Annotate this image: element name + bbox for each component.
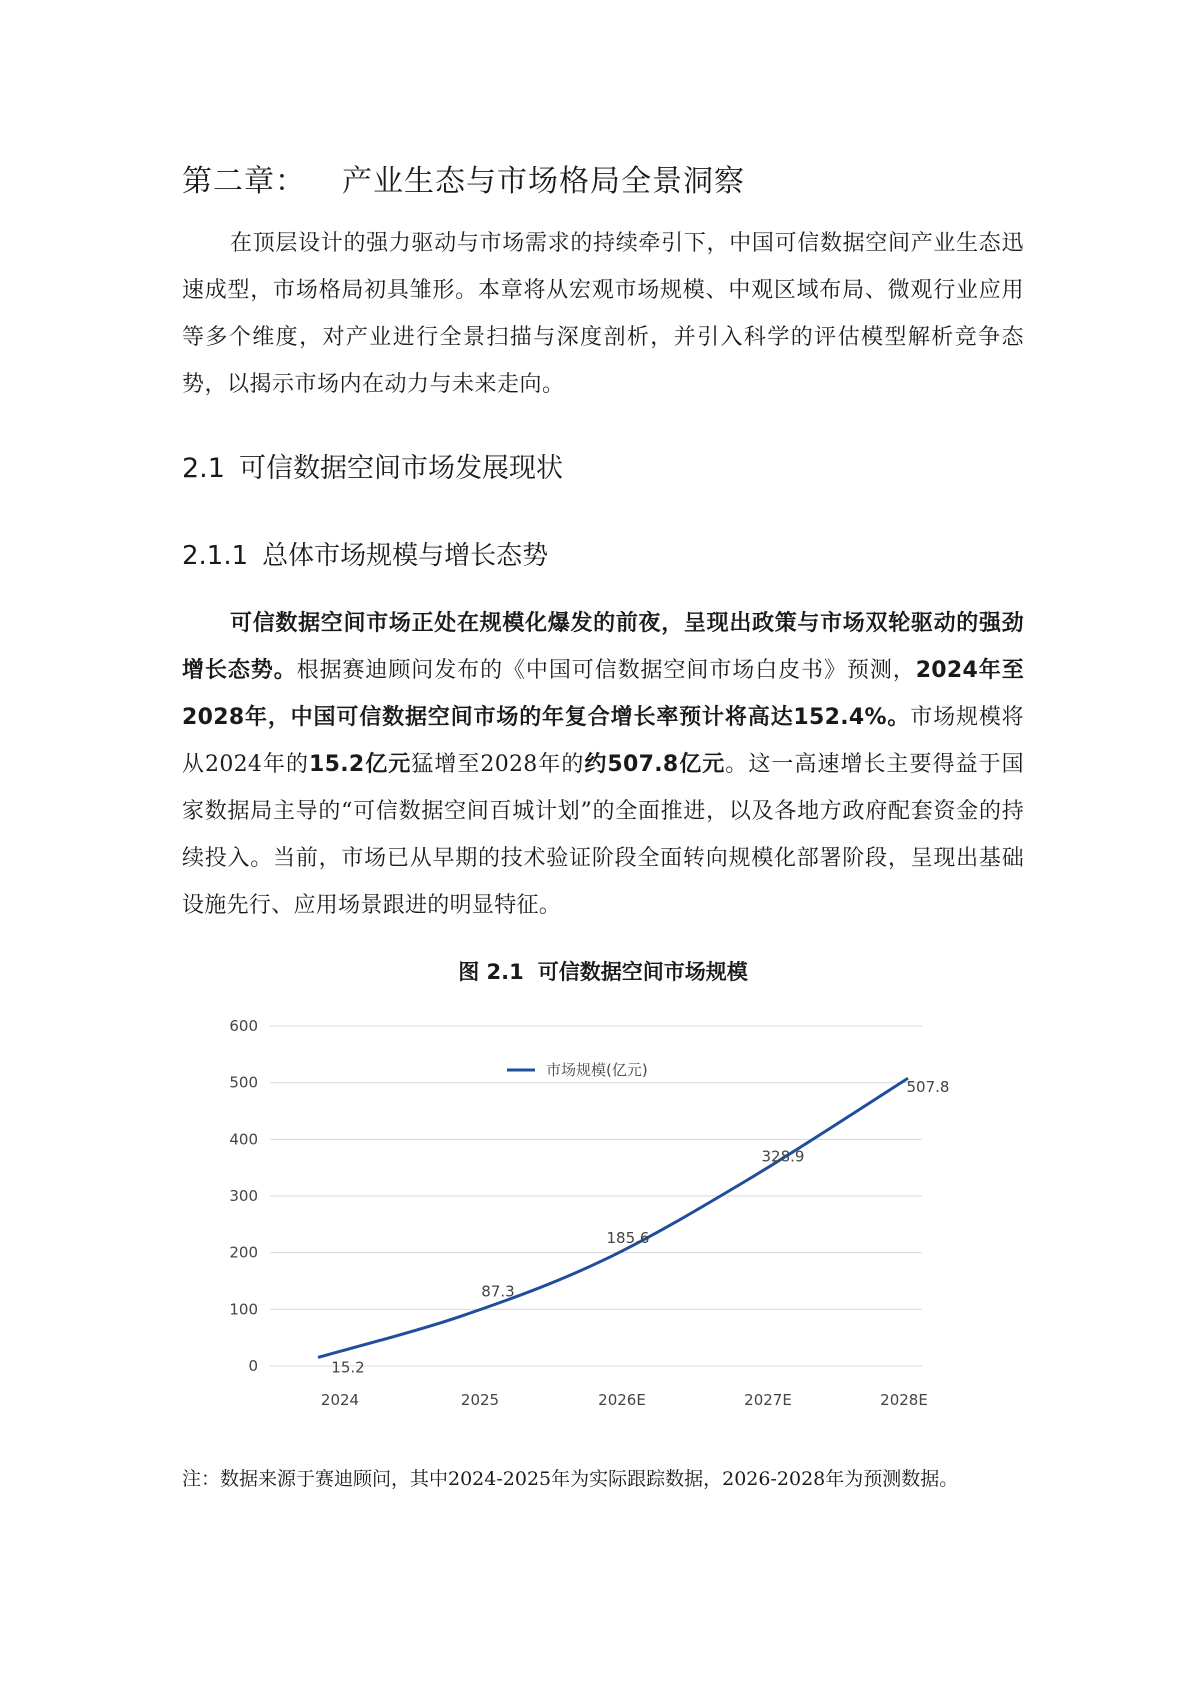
y-tick-label: 200 <box>229 1243 258 1262</box>
section-number: 2.1 <box>182 453 225 484</box>
y-tick-label: 600 <box>229 1017 258 1035</box>
y-tick-label: 500 <box>229 1073 258 1092</box>
scale-text-1: 市场规模将从2024年的 <box>182 705 1024 777</box>
x-tick-label: 2027E <box>744 1391 792 1409</box>
chapter-title <box>182 156 745 200</box>
subsection-number: 2.1.1 <box>182 541 249 571</box>
data-source-note: 注：数据来源于赛迪顾问，其中2024-2025年为实际跟踪数据，2026-2028年为预测数据。 <box>182 1468 959 1490</box>
chart-svg <box>182 1000 1024 1420</box>
subsection-heading <box>182 535 548 572</box>
data-label: 185.6 <box>606 1228 650 1247</box>
subsection-title: 总体市场规模与增长态势 <box>262 541 549 571</box>
section-heading <box>182 446 563 485</box>
lead-sentence: 可信数据空间市场正处在规模化爆发的前夜，呈现出政策与市场双轮驱动的强劲增长态势。 <box>182 611 1024 683</box>
figure-caption <box>182 956 1024 986</box>
x-tick-label: 2025 <box>460 1391 500 1409</box>
drivers-text: 。这一高速增长主要得益于国家数据局主导的“可信数据空间百城计划”的全面推进，以及各地方政府配套资金的持续投入。当前，市场已从早期的技术验证阶段全面转向规模化部署阶段，呈现出基础设施先行、应用场景跟进的明显特征。 <box>182 752 1024 918</box>
series-line <box>318 1078 908 1357</box>
y-tick-label: 400 <box>229 1130 258 1149</box>
x-tick-label: 2028E <box>880 1391 928 1409</box>
scale-2024-value: 15.2亿元 <box>309 752 412 777</box>
y-tick-label: 0 <box>248 1357 258 1375</box>
scale-text-2: 猛增至2028年的 <box>411 752 585 777</box>
cagr-sentence: 2024年至2028年，中国可信数据空间市场的年复合增长率预计将高达152.4%。 <box>182 658 1024 730</box>
data-label: 328.9 <box>761 1147 805 1166</box>
scale-2028-value: 约507.8亿元 <box>584 752 726 777</box>
chapter-label: 第二章： <box>182 164 306 199</box>
data-label: 507.8 <box>906 1078 950 1097</box>
y-tick-label: 100 <box>229 1300 258 1319</box>
figure-title: 可信数据空间市场规模 <box>537 960 748 984</box>
legend-label: 市场规模(亿元) <box>546 1061 648 1079</box>
data-label: 15.2 <box>331 1358 365 1377</box>
figure-number: 图 2.1 <box>458 960 524 984</box>
y-tick-label: 300 <box>229 1187 258 1205</box>
intro-paragraph: 在顶层设计的强力驱动与市场需求的持续牵引下，中国可信数据空间产业生态迅速成型，市场格局初具雏形。本章将从宏观市场规模、中观区域布局、微观行业应用等多个维度，对产业进行全景扫描与深度剖析，并引入科学的评估模型解析竞争态势，以揭示市场内在动力与未来走向。 <box>182 231 1024 397</box>
market-size-chart <box>182 1000 1024 1420</box>
market-size-paragraph <box>182 600 1024 929</box>
source-sentence: 根据赛迪顾问发布的《中国可信数据空间市场白皮书》预测， <box>296 658 916 683</box>
chapter-name: 产业生态与市场格局全景洞察 <box>342 164 745 199</box>
x-tick-label: 2026E <box>598 1391 646 1409</box>
x-tick-label: 2024 <box>320 1391 360 1409</box>
section-title: 可信数据空间市场发展现状 <box>238 453 563 484</box>
data-label: 87.3 <box>481 1282 515 1301</box>
